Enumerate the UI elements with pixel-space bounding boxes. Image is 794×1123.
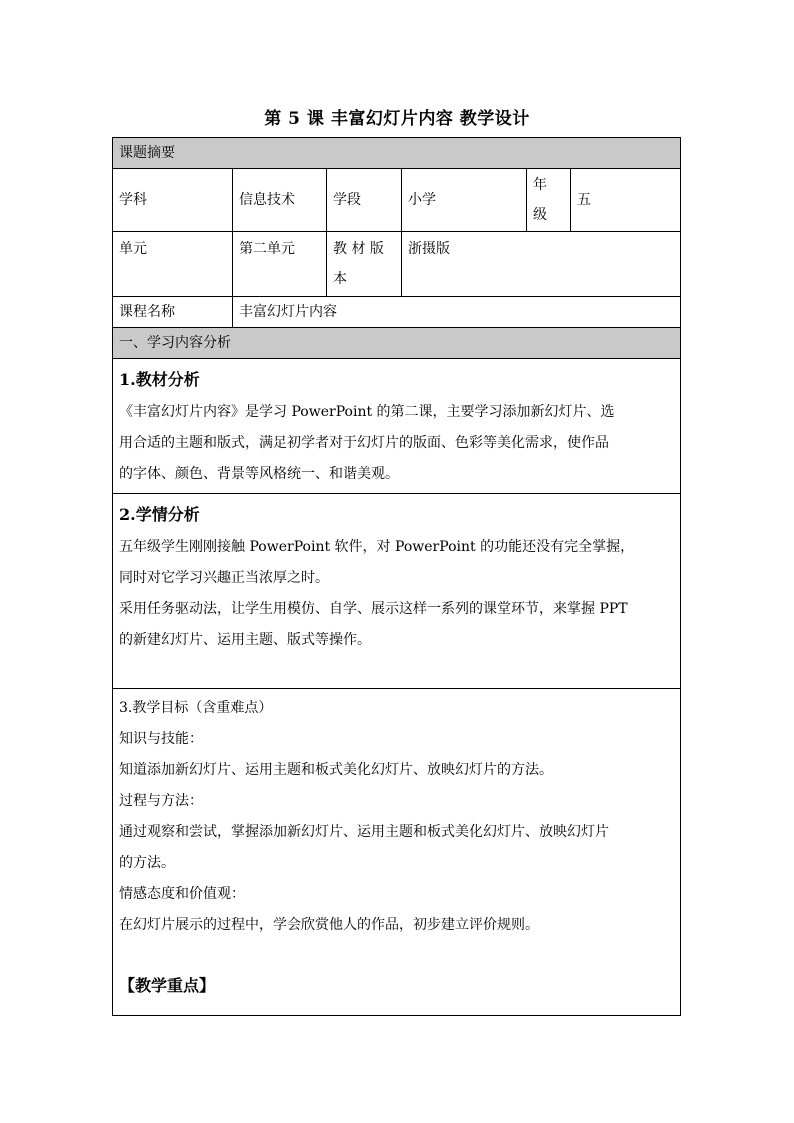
learner-heading: 2.学情分析: [119, 505, 200, 524]
goals-line: 情感态度和价值观：: [119, 886, 245, 902]
summary-header: 课题摘要: [113, 138, 681, 169]
course-value: 丰富幻灯片内容: [233, 297, 681, 328]
goals-line: 知道添加新幻灯片、运用主题和板式美化幻灯片、放映幻灯片的方法。: [119, 762, 553, 778]
grade-label-line2: 级: [533, 207, 547, 223]
subject-value: 信息技术: [233, 169, 327, 232]
material-line: 《丰富幻灯片内容》是学习 PowerPoint 的第二课，主要学习添加新幻灯片、选: [119, 404, 615, 420]
goals-heading: 3.教学目标（含重难点）: [119, 700, 273, 716]
stage-value: 小学: [402, 169, 527, 232]
material-heading: 1.教材分析: [119, 370, 200, 389]
material-row: [113, 359, 681, 494]
document-title: 第 5 课 丰富幻灯片内容 教学设计: [264, 109, 530, 129]
goals-line: 在幻灯片展示的过程中，学会欣赏他人的作品，初步建立评价规则。: [119, 917, 539, 933]
grade-value: 五: [571, 169, 681, 232]
learner-line: 的新建幻灯片、运用主题、版式等操作。: [119, 632, 371, 648]
edition-label-line2: 本: [333, 271, 347, 287]
grade-label: [527, 169, 571, 232]
learner-cell: [113, 494, 681, 689]
unit-row: [113, 232, 681, 297]
learner-row: [113, 494, 681, 689]
key-point-heading: 【教学重点】: [119, 976, 216, 995]
summary-header-row: [113, 138, 681, 169]
goals-cell: [113, 689, 681, 1016]
section1-header: 一、学习内容分析: [113, 328, 681, 359]
goals-line: 通过观察和尝试，掌握添加新幻灯片、运用主题和板式美化幻灯片、放映幻灯片: [119, 824, 609, 840]
goals-line: 的方法。: [119, 855, 175, 871]
goals-spacer: [119, 941, 674, 969]
learner-line: 采用任务驱动法，让学生用模仿、自学、展示这样一系列的课堂环节，来掌握 PPT: [119, 601, 628, 617]
stage-label: 学段: [327, 169, 402, 232]
subject-label: 学科: [113, 169, 233, 232]
lesson-plan-table: [112, 137, 681, 1016]
edition-label: [327, 232, 402, 297]
grade-label-line1: 年: [533, 177, 547, 193]
edition-label-line1: 教 材 版: [333, 241, 384, 257]
material-line: 的字体、颜色、背景等风格统一、和谐美观。: [119, 466, 399, 482]
unit-value: 第二单元: [233, 232, 327, 297]
goals-line: 知识与技能：: [119, 731, 203, 747]
subject-row: [113, 169, 681, 232]
unit-label: 单元: [113, 232, 233, 297]
material-cell: [113, 359, 681, 494]
material-line: 用合适的主题和版式，满足初学者对于幻灯片的版面、色彩等美化需求，使作品: [119, 435, 609, 451]
course-row: [113, 297, 681, 328]
edition-value: 浙摄版: [402, 232, 681, 297]
goals-line: 过程与方法：: [119, 793, 203, 809]
learner-line: 同时对它学习兴趣正当浓厚之时。: [119, 570, 329, 586]
section1-header-row: [113, 328, 681, 359]
course-label: 课程名称: [113, 297, 233, 328]
learner-line: 五年级学生刚刚接触 PowerPoint 软件，对 PowerPoint 的功能还没有完全掌握，: [119, 539, 635, 555]
goals-row: [113, 689, 681, 1016]
